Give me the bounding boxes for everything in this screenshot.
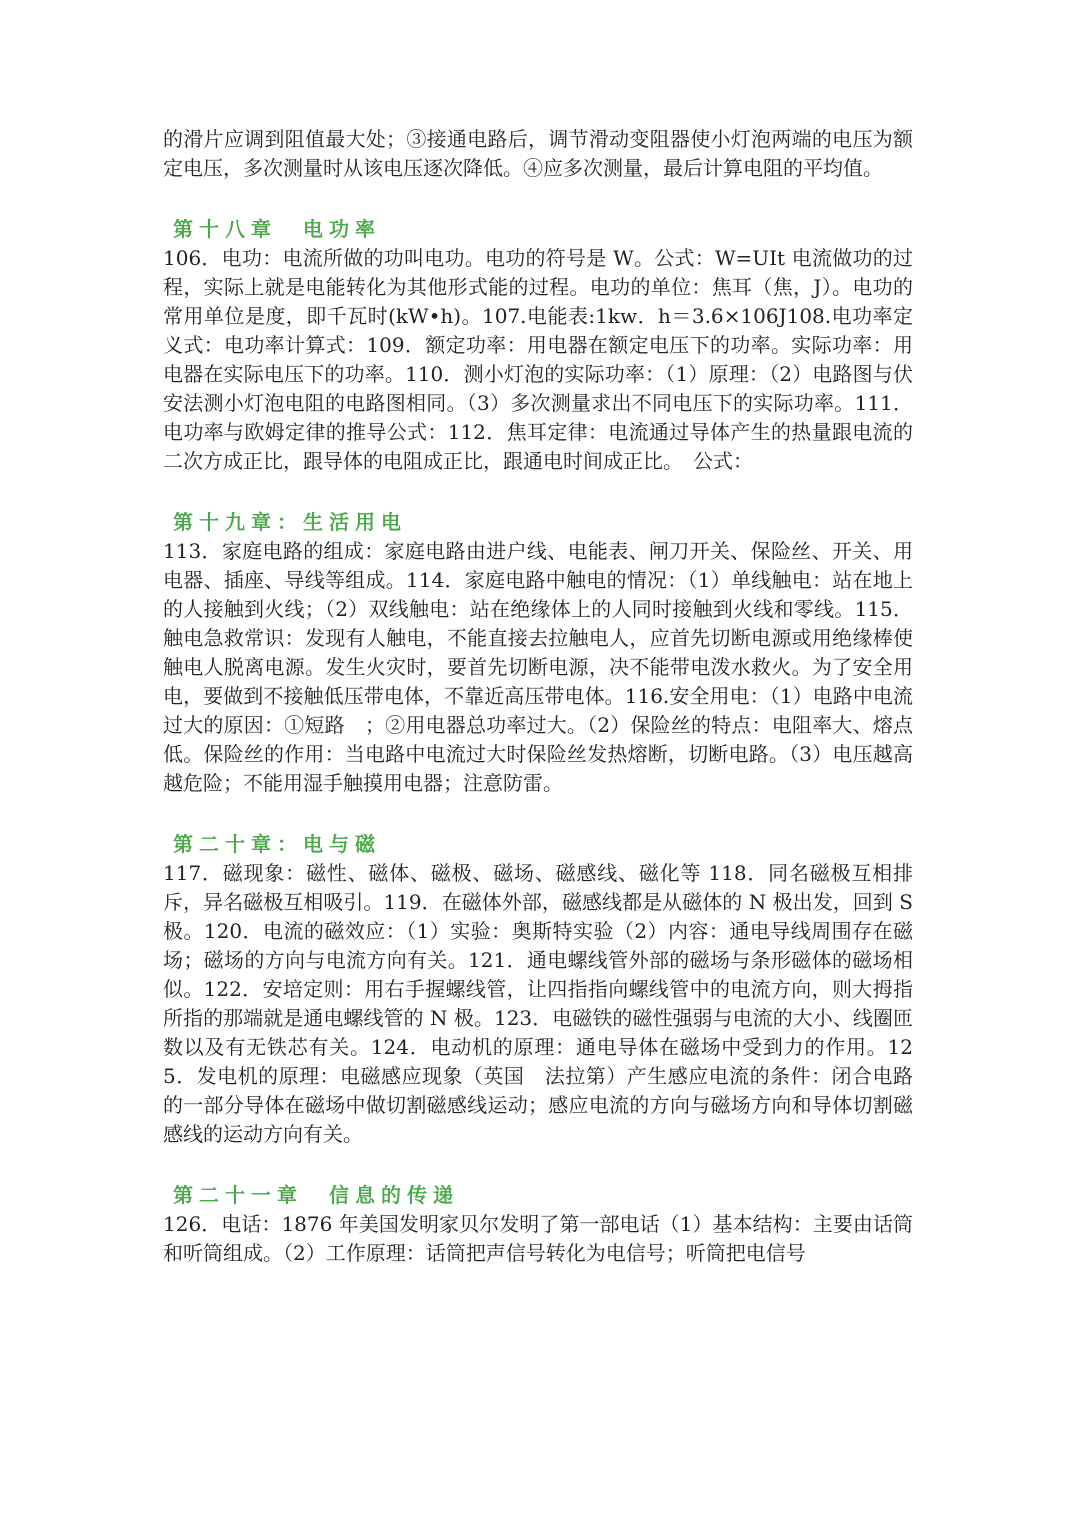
- chapter-19-body: 113．家庭电路的组成：家庭电路由进户线、电能表、闸刀开关、保险丝、开关、用电器、插座、导线等组成。114．家庭电路中触电的情况：（1）单线触电：站在地上的人接触到火线；（2）双线触电：站在绝缘体上的人同时接触到火线和零线。115．触电急救常识：发现有人触电，不能直接去拉触电人，应首先切断电源或用绝缘棒使触电人脱离电源。发生火灾时，要首先切断电源，决不能带电泼水救火。为了安全用电，要做到不接触低压带电体，不靠近高压带电体。116.安全用电：（1）电路中电流过大的原因：①短路 ；②用电器总功率过大。（2）保险丝的特点：电阻率大、熔点低。保险丝的作用：当电路中电流过大时保险丝发热熔断，切断电路。（3）电压越高越危险；不能用湿手触摸用电器；注意防雷。: [163, 539, 913, 795]
- chapter-18-heading: 第十八章 电功率: [173, 217, 381, 241]
- intro-paragraph: 的滑片应调到阻值最大处；③接通电路后，调节滑动变阻器使小灯泡两端的电压为额定电压，多次测量时从该电压逐次降低。④应多次测量，最后计算电阻的平均值。: [163, 127, 913, 180]
- chapter-19-heading: 第十九章：生活用电: [173, 510, 407, 534]
- chapter-20-body: 117．磁现象：磁性、磁体、磁极、磁场、磁感线、磁化等 118．同名磁极互相排斥，异名磁极互相吸引。119．在磁体外部，磁感线都是从磁体的 N 极出发，回到 S 极。120．电流的磁效应：（1）实验：奥斯特实验（2）内容：通电导线周围存在磁场；磁场的方向与电流方向有关。121．通电螺线管外部的磁场与条形磁体的磁场相似。122．安培定则：用右手握螺线管，让四指指向螺线管中的电流方向，则大拇指所指的那端就是通电螺线管的 N 极。123．电磁铁的磁性强弱与电流的大小、线圈匝数以及有无铁芯有关。124．电动机的原理：通电导体在磁场中受到力的作用。125．发电机的原理：电磁感应现象（英国 法拉第）产生感应电流的条件：闭合电路的一部分导体在磁场中做切割磁感线运动；感应电流的方向与磁场方向和导体切割磁感线的运动方向有关。: [163, 861, 913, 1146]
- document-page: [163, 125, 913, 1268]
- chapter-20-heading: 第二十章：电与磁: [173, 832, 381, 856]
- chapter-18-body: 106．电功：电流所做的功叫电功。电功的符号是 W。公式：W=UIt 电流做功的过程，实际上就是电能转化为其他形式能的过程。电功的单位：焦耳（焦，J）。电功的常用单位是度，即千瓦时(kW•h)。107.电能表:1kw．h＝3.6×106J108.电功率定义式：电功率计算式：109．额定功率：用电器在额定电压下的功率。实际功率：用电器在实际电压下的功率。110．测小灯泡的实际功率：（1）原理：（2）电路图与伏安法测小灯泡电阻的电路图相同。（3）多次测量求出不同电压下的实际功率。111．电功率与欧姆定律的推导公式：112．焦耳定律：电流通过导体产生的热量跟电流的二次方成正比，跟导体的电阻成正比，跟通电时间成正比。 公式：: [163, 246, 913, 473]
- chapter-21-heading: 第二十一章 信息的传递: [173, 1183, 459, 1207]
- chapter-21-body: 126．电话：1876 年美国发明家贝尔发明了第一部电话（1）基本结构：主要由话筒和听筒组成。（2）工作原理：话筒把声信号转化为电信号；听筒把电信号: [163, 1212, 913, 1265]
